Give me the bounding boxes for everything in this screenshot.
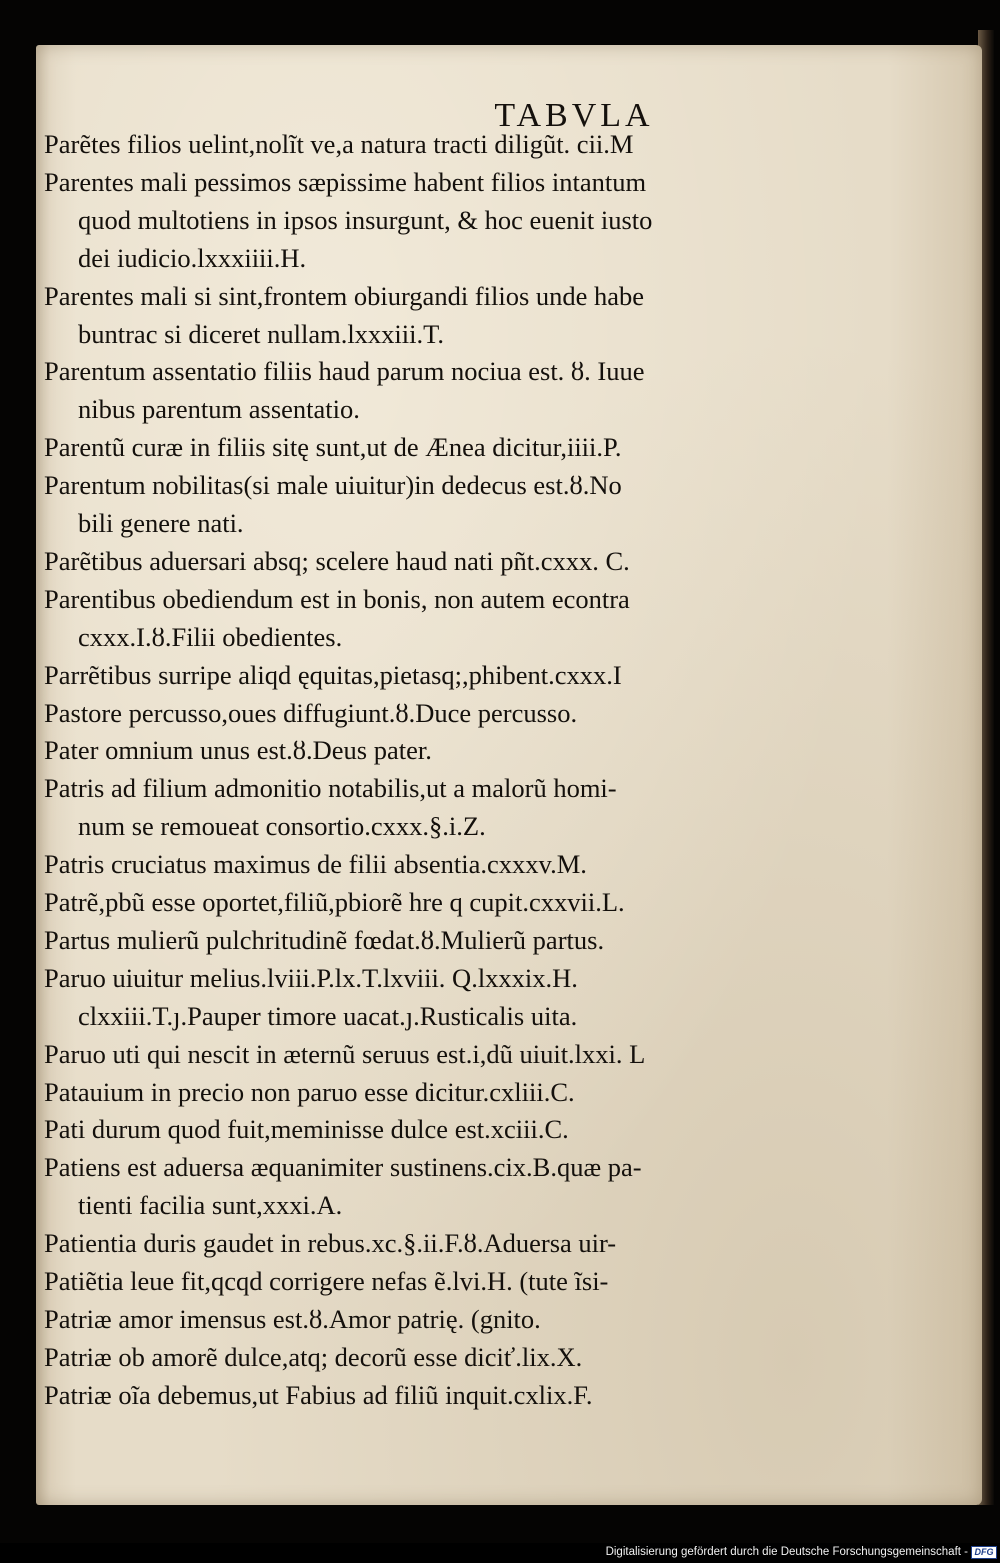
index-line: Paruo uiuitur melius.lviii.P.lx.T.lxviii. Q.lxxxix.H.	[44, 962, 578, 993]
index-line: Parentum assentatio filiis haud parum nociua est. ȣ. Iuue	[44, 356, 645, 387]
index-line: Pastore percusso,oues diffugiunt.ȣ.Duce percusso.	[44, 697, 578, 728]
index-line: nibus parentum assentatio.	[78, 394, 360, 425]
index-line: num se remoueat consortio.cxxx.§.i.Z.	[78, 811, 486, 842]
index-line: Patris cruciatus maximus de filii absentia.cxxxv.M.	[44, 849, 587, 880]
running-head: TABVLA	[494, 97, 654, 134]
index-line: tienti facilia sunt,xxxi.A.	[78, 1190, 343, 1221]
index-line: Parentes mali si sint,frontem obiurgandi filios unde habe	[44, 280, 645, 311]
index-line: Patrẽ,pbũ esse oportet,filiũ,pbiorẽ hre q cupit.cxxvii.L.	[44, 887, 625, 917]
index-line: Patauium in precio non paruo esse dicitur.cxliii.C.	[44, 1076, 575, 1107]
index-line: Patiẽtia leue fit,qcqd corrigere nefas ẽ.lvi.H. (tute ĩsi-	[44, 1266, 609, 1296]
index-line: dei iudicio.lxxxiiii.H.	[78, 242, 307, 273]
index-line: Parentũ curæ in filiis sitę sunt,ut de Ænea dicitur,iiii.P.	[44, 432, 622, 463]
index-line: Patriæ oĩa debemus,ut Fabius ad filiũ inquit.cxlix.F.	[44, 1379, 593, 1410]
index-line: Paruo uti qui nescit in æternũ seruus est.i,dũ uiuit.lxxi. L	[44, 1038, 646, 1069]
index-line: Parentes mali pessimos sæpissime habent filios intantum	[44, 166, 647, 197]
index-line: buntrac si diceret nullam.lxxxiii.T.	[78, 318, 444, 349]
index-line: Patiens est aduersa æquanimiter sustinens.cix.B.quæ pa-	[44, 1152, 642, 1183]
dfg-logo: DFG	[971, 1546, 997, 1559]
index-line: cxxx.I.ȣ.Filii obedientes.	[78, 621, 343, 652]
index-line: Partus mulierũ pulchritudinẽ fœdat.ȣ.Mulierũ partus.	[44, 924, 605, 955]
index-line: Patriæ amor imensus est.ȣ.Amor patrię. (gnito.	[44, 1303, 541, 1334]
index-line: clxxiii.T.ȷ.Pauper timore uacat.ȷ.Rusticalis uita.	[78, 1000, 578, 1031]
book-page	[36, 45, 982, 1505]
index-line: bili genere nati.	[78, 508, 244, 538]
index-line: Pati durum quod fuit,meminisse dulce est.xciii.C.	[44, 1114, 569, 1145]
index-line: Parentibus obediendum est in bonis, non autem econtra	[44, 583, 630, 614]
index-line: quod multotiens in ipsos insurgunt, & hoc euenit iusto	[78, 204, 653, 235]
index-line: Parẽtes filios uelint,nolĩt ve,a natura tracti diligũt. cii.M	[44, 129, 634, 159]
index-line: Parẽtibus aduersari absq; scelere haud nati pñt.cxxx. C.	[44, 545, 630, 576]
index-line: Parrẽtibus surripe aliqd ęquitas,pietasq;,phibent.cxxx.I	[44, 659, 622, 690]
index-line: Pater omnium unus est.ȣ.Deus pater.	[44, 735, 432, 766]
index-line: Patientia duris gaudet in rebus.xc.§.ii.F.ȣ.Aduersa uir-	[44, 1228, 617, 1259]
index-line: Patriæ ob amorẽ dulce,atq; decorũ esse diciť.lix.X.	[44, 1341, 583, 1372]
index-line: Parentum nobilitas(si male uiuitur)in dedecus est.ȣ.No	[44, 470, 622, 501]
index-line: Patris ad filium admonitio notabilis,ut a malorũ homi-	[44, 773, 617, 804]
digitization-credit: Digitalisierung gefördert durch die Deutsche Forschungsgemeinschaft -	[605, 1546, 968, 1558]
